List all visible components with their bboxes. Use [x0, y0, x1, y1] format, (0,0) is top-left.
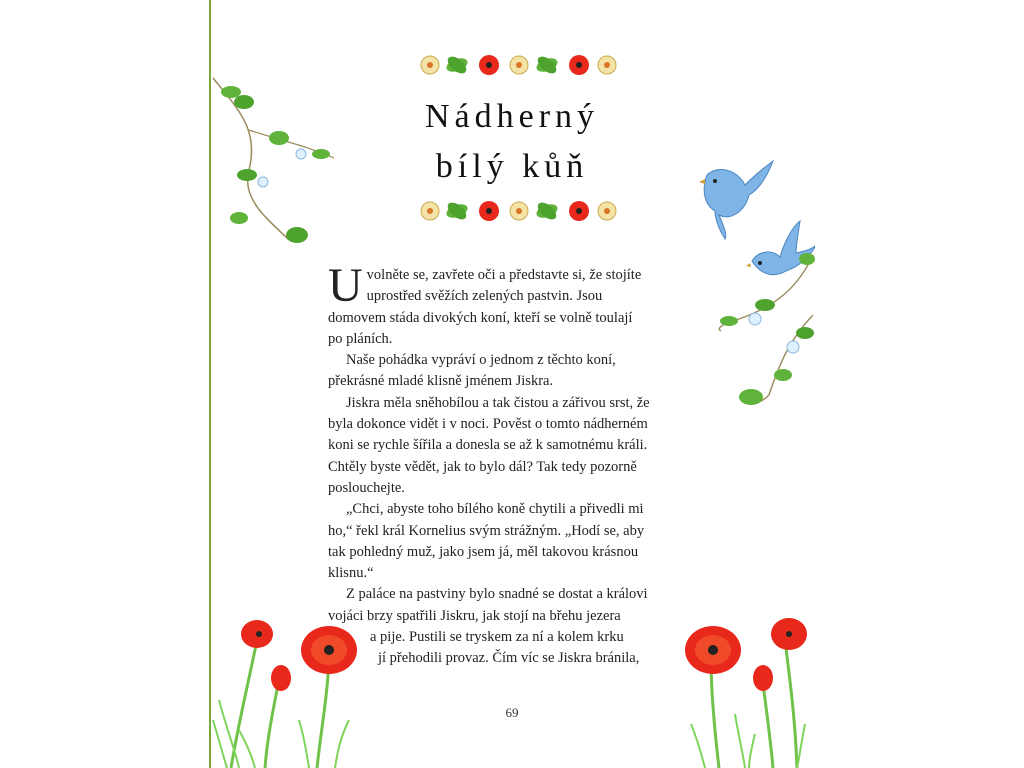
text-line: vojáci brzy spatřili Jiskru, jak stojí na břehu jezera [328, 607, 621, 624]
text-line: a pije. Pustili se tryskem za ní a kolem krku [370, 629, 624, 646]
flower-border-top [417, 52, 617, 78]
poppy-icon [479, 55, 499, 75]
text-line: klisnu.“ [328, 565, 374, 582]
poppy-icon [241, 620, 273, 648]
poppy-icon [569, 55, 589, 75]
text-line: koni se rychle šířila a donesla se až k samotnému králi. [328, 437, 648, 454]
text-line: po pláních. [328, 330, 393, 347]
cream-flower-icon [510, 56, 528, 74]
poppy-bud-icon [271, 665, 291, 691]
text-line: tak pohledný muž, jako jsem já, měl takovou krásnou [328, 543, 639, 560]
flower-border-bottom [417, 198, 617, 224]
text-line: jí přehodili provaz. Čím víc se Jiskra bránila, [378, 650, 640, 667]
text-line: Jiskra měla sněhobílou a tak čistou a zářivou srst, že [346, 394, 650, 411]
page-number: 69 [505, 705, 519, 720]
text-line: ho,“ řekl král Kornelius svým strážným. „Hodí se, aby [328, 522, 645, 539]
text-line: poslouchejte. [328, 479, 405, 496]
title-line-2: bílý kůň [435, 148, 589, 185]
title-line-1: Nádherný [424, 98, 600, 135]
text-line: Naše pohádka vypráví o jednom z těchto koní, [346, 352, 616, 369]
text-line: Z paláce na pastviny bylo snadné se dostat a královi [346, 586, 648, 603]
poppy-bud-icon [753, 665, 773, 691]
poppy-icon [479, 201, 499, 221]
cream-flower-icon [598, 202, 616, 220]
vine-right-icon [709, 245, 815, 415]
text-line: byla dokonce vidět i v noci. Pověst o tomto nádherném [328, 416, 648, 433]
text-line: volněte se, zavřete oči a představte si, že stojíte [366, 267, 642, 283]
poppy-icon [301, 626, 357, 674]
text-line: „Chci, abyste toho bílého koně chytili a přivedli mi [346, 501, 644, 518]
leaf-icon [535, 199, 560, 222]
cream-flower-icon [510, 202, 528, 220]
poppy-icon [685, 626, 741, 674]
cream-flower-icon [598, 56, 616, 74]
book-page [209, 0, 815, 768]
leaf-icon [445, 53, 470, 76]
poppy-icon [771, 618, 807, 650]
vine-top-left-icon [209, 70, 339, 250]
text-line: překrásné mladé klisně jménem Jiskra. [328, 373, 554, 390]
leaf-icon [445, 199, 470, 222]
poppies-bottom-right-icon [685, 614, 815, 768]
text-line: Chtěly byste vědět, jak to bylo dál? Tak tedy pozorně [328, 458, 637, 475]
text-line: domovem stáda divokých koní, kteří se volně toulají [328, 309, 633, 326]
poppies-bottom-left-icon [209, 610, 379, 768]
cream-flower-icon [421, 56, 439, 74]
poppy-icon [569, 201, 589, 221]
story-text [328, 259, 723, 670]
leaf-icon [535, 53, 560, 76]
drop-cap: U [328, 259, 363, 312]
text-line: uprostřed svěžích zelených pastvin. Jsou [366, 288, 603, 305]
cream-flower-icon [421, 202, 439, 220]
